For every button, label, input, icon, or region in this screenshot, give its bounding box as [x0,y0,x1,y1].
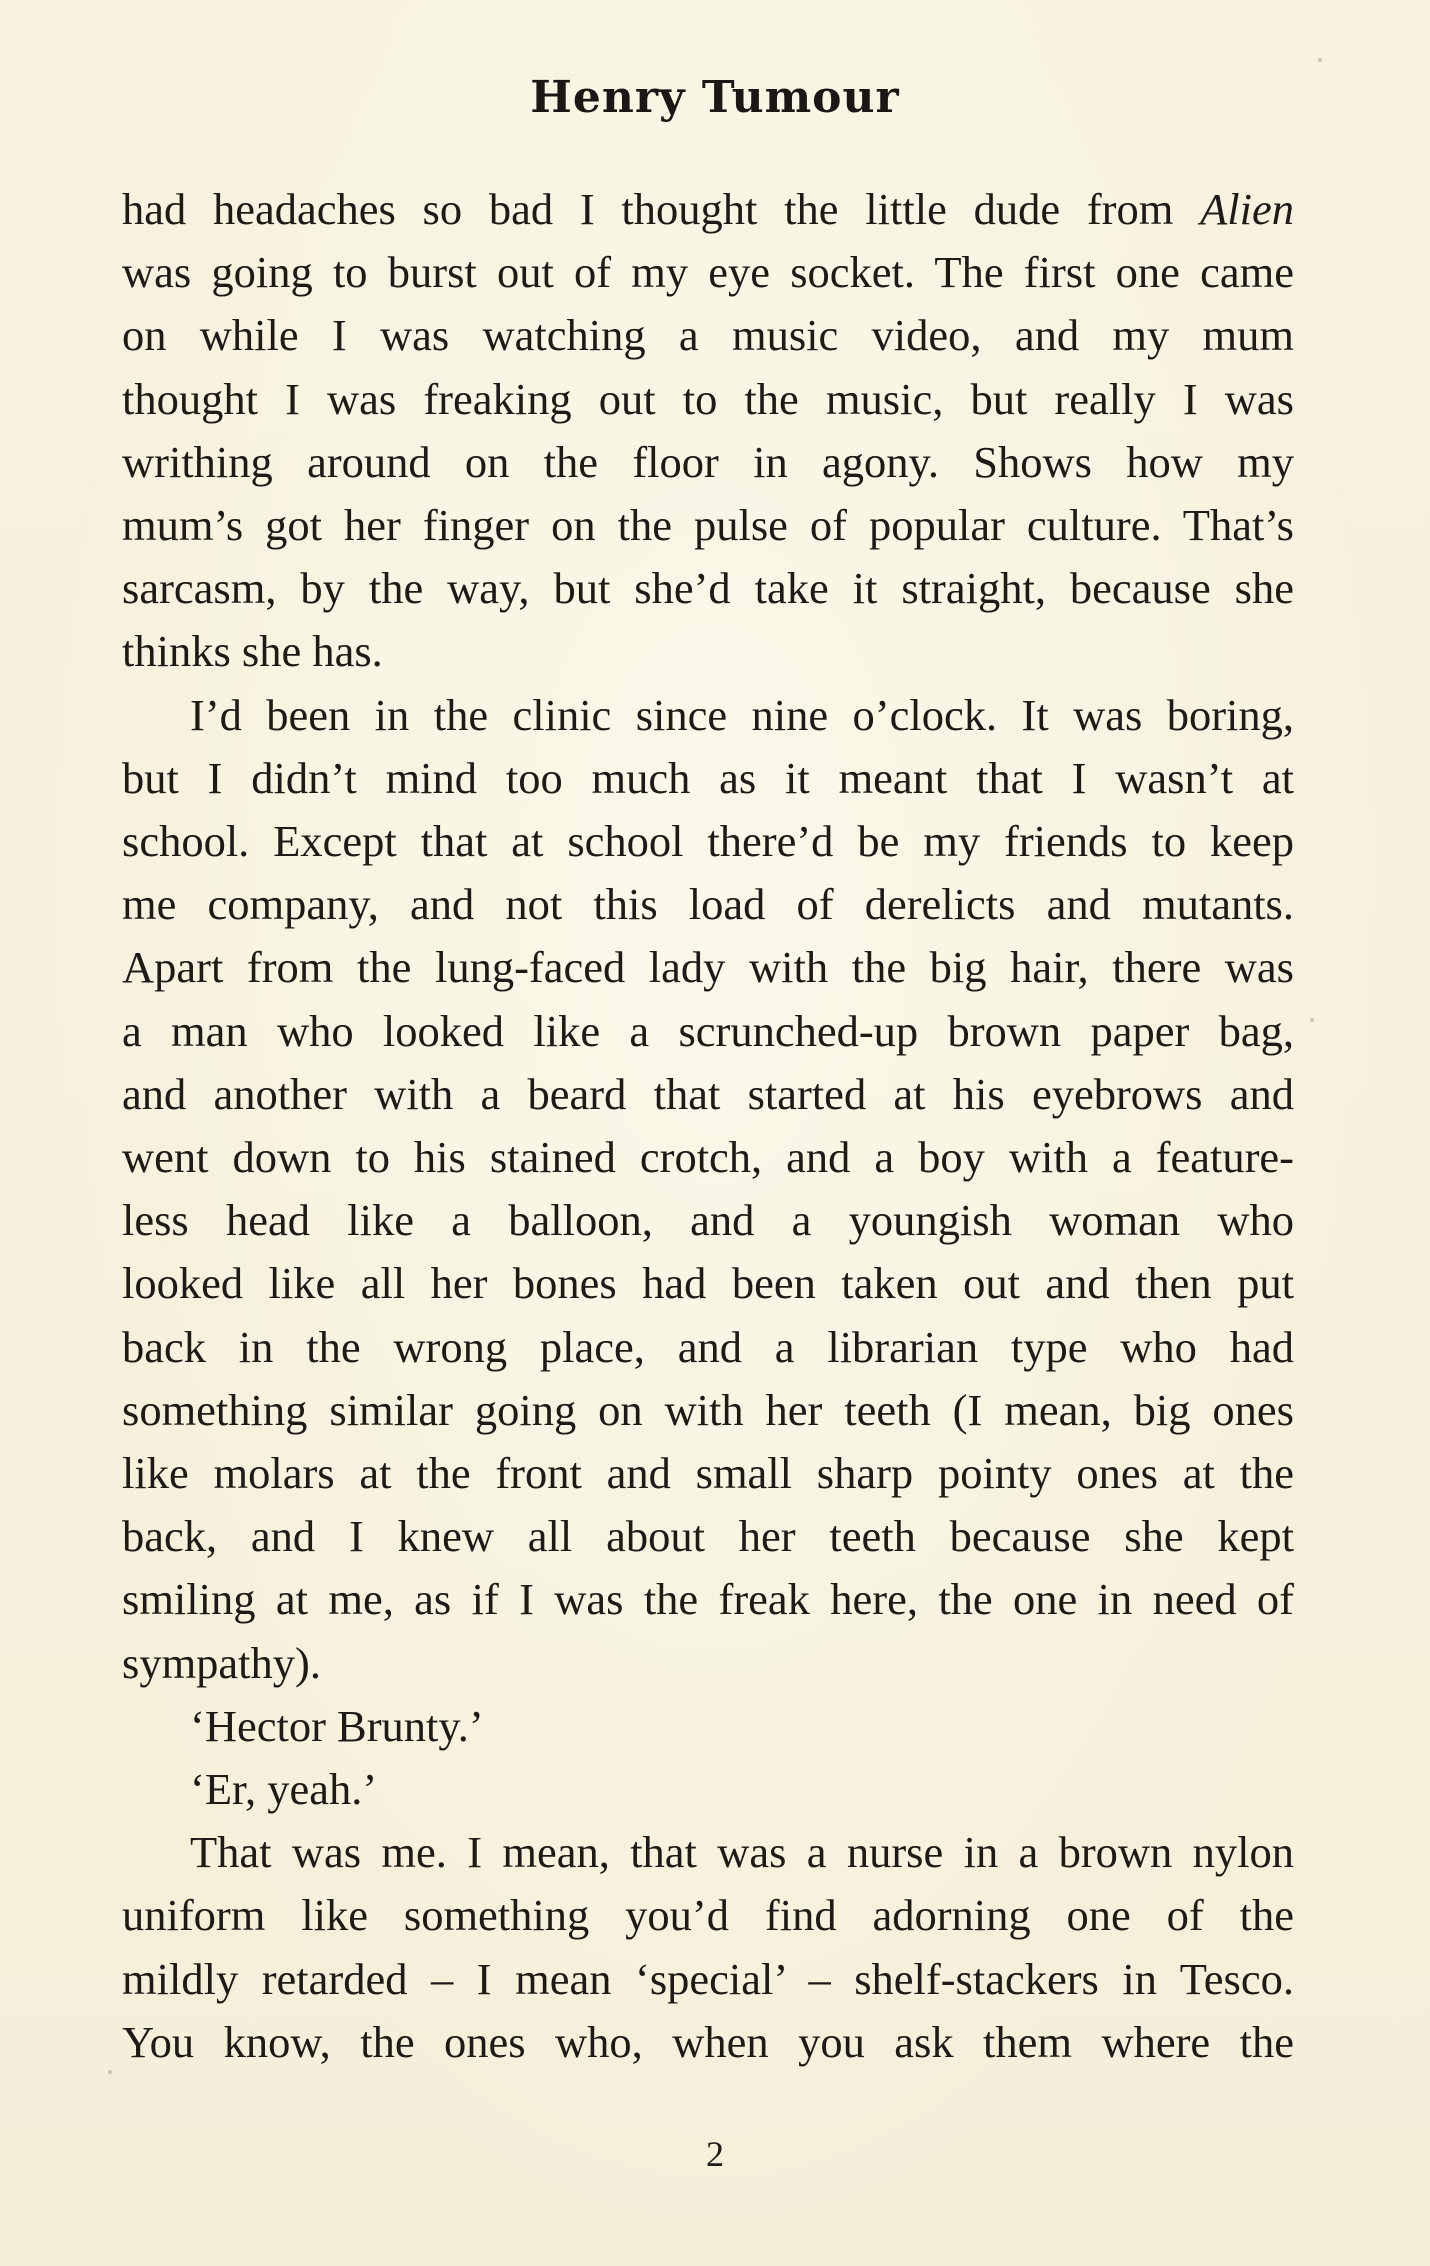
text-run: uniform like something you’d find adorning one of the [122,1890,1294,1941]
paragraph [122,178,1294,684]
text-line [122,1948,1294,2011]
text-line [122,494,1294,557]
text-run: I’d been in the clinic since nine o’clock. It was boring, [190,689,1294,740]
text-run: but I didn’t mind too much as it meant that I wasn’t at [122,752,1294,803]
text-line [122,1568,1294,1631]
text-run: thought I was freaking out to the music, but really I was [122,373,1294,424]
text-line [122,1000,1294,1063]
text-run: less head like a balloon, and a youngish woman who [122,1195,1294,1246]
text-run: thinks she has. [122,626,383,677]
text-line [122,1189,1294,1252]
paragraph [122,1695,1294,1758]
text-line [122,1821,1294,1884]
text-run: sympathy). [122,1637,321,1688]
text-line [122,1316,1294,1379]
text-line [122,1758,1294,1821]
text-line [122,1505,1294,1568]
paper-speck [1318,58,1322,62]
italic-title: Alien [1200,184,1294,234]
text-line [122,1063,1294,1126]
text-run: went down to his stained crotch, and a boy with a feature- [122,1132,1294,1183]
text-run: ‘Er, yeah.’ [190,1764,378,1815]
text-line [122,1442,1294,1505]
text-line [122,2011,1294,2074]
text-line [122,241,1294,304]
paper-speck [1310,1018,1314,1022]
text-run: mildly retarded – I mean ‘special’ – shelf-stackers in Tesco. [122,1953,1294,2004]
text-line [122,810,1294,873]
text-run: something similar going on with her teeth (I mean, big ones [122,1384,1294,1435]
body-text [122,178,1294,2074]
text-run: and another with a beard that started at his eyebrows and [122,1068,1294,1119]
text-run: on while I was watching a music video, and my mum [122,310,1294,361]
text-run: had headaches so bad I thought the little dude from [122,184,1201,234]
text-run: writhing around on the floor in agony. Shows how my [122,436,1294,487]
text-run: smiling at me, as if I was the freak here, the one in need of [122,1574,1294,1625]
text-run: You know, the ones who, when you ask them where the [122,2016,1294,2067]
text-run: me company, and not this load of derelicts and mutants. [122,879,1294,930]
text-line [122,1379,1294,1442]
text-run: like molars at the front and small sharp pointy ones at the [122,1448,1294,1499]
text-run: sarcasm, by the way, but she’d take it straight, because she [122,563,1294,614]
text-run: back, and I knew all about her teeth because she kept [122,1511,1294,1562]
text-line [122,368,1294,431]
paragraph [122,684,1294,1695]
text-run: school. Except that at school there’d be my friends to keep [122,816,1294,867]
text-line [122,873,1294,936]
text-line [122,178,1294,241]
page-number: 2 [706,2134,724,2174]
text-line [122,1252,1294,1315]
text-line [122,1126,1294,1189]
text-line [122,1695,1294,1758]
text-run: a man who looked like a scrunched-up brown paper bag, [122,1005,1294,1056]
paragraph [122,1821,1294,2074]
text-line [122,747,1294,810]
text-line [122,304,1294,367]
running-head: Henry Tumour [530,72,900,123]
text-run: mum’s got her finger on the pulse of popular culture. That’s [122,500,1294,551]
text-line [122,1632,1294,1695]
text-line [122,684,1294,747]
text-run: was going to burst out of my eye socket. The first one came [122,247,1294,298]
text-run: ‘Hector Brunty.’ [190,1700,484,1751]
paragraph [122,1758,1294,1821]
text-line [122,620,1294,683]
text-run: That was me. I mean, that was a nurse in a brown nylon [190,1827,1294,1878]
paper-speck [108,2070,112,2074]
text-run: looked like all her bones had been taken out and then put [122,1258,1294,1309]
text-run: back in the wrong place, and a librarian type who had [122,1321,1294,1372]
text-line [122,557,1294,620]
text-line [122,431,1294,494]
text-line [122,936,1294,999]
text-run: Apart from the lung-faced lady with the big hair, there was [122,942,1294,993]
text-line [122,1884,1294,1947]
